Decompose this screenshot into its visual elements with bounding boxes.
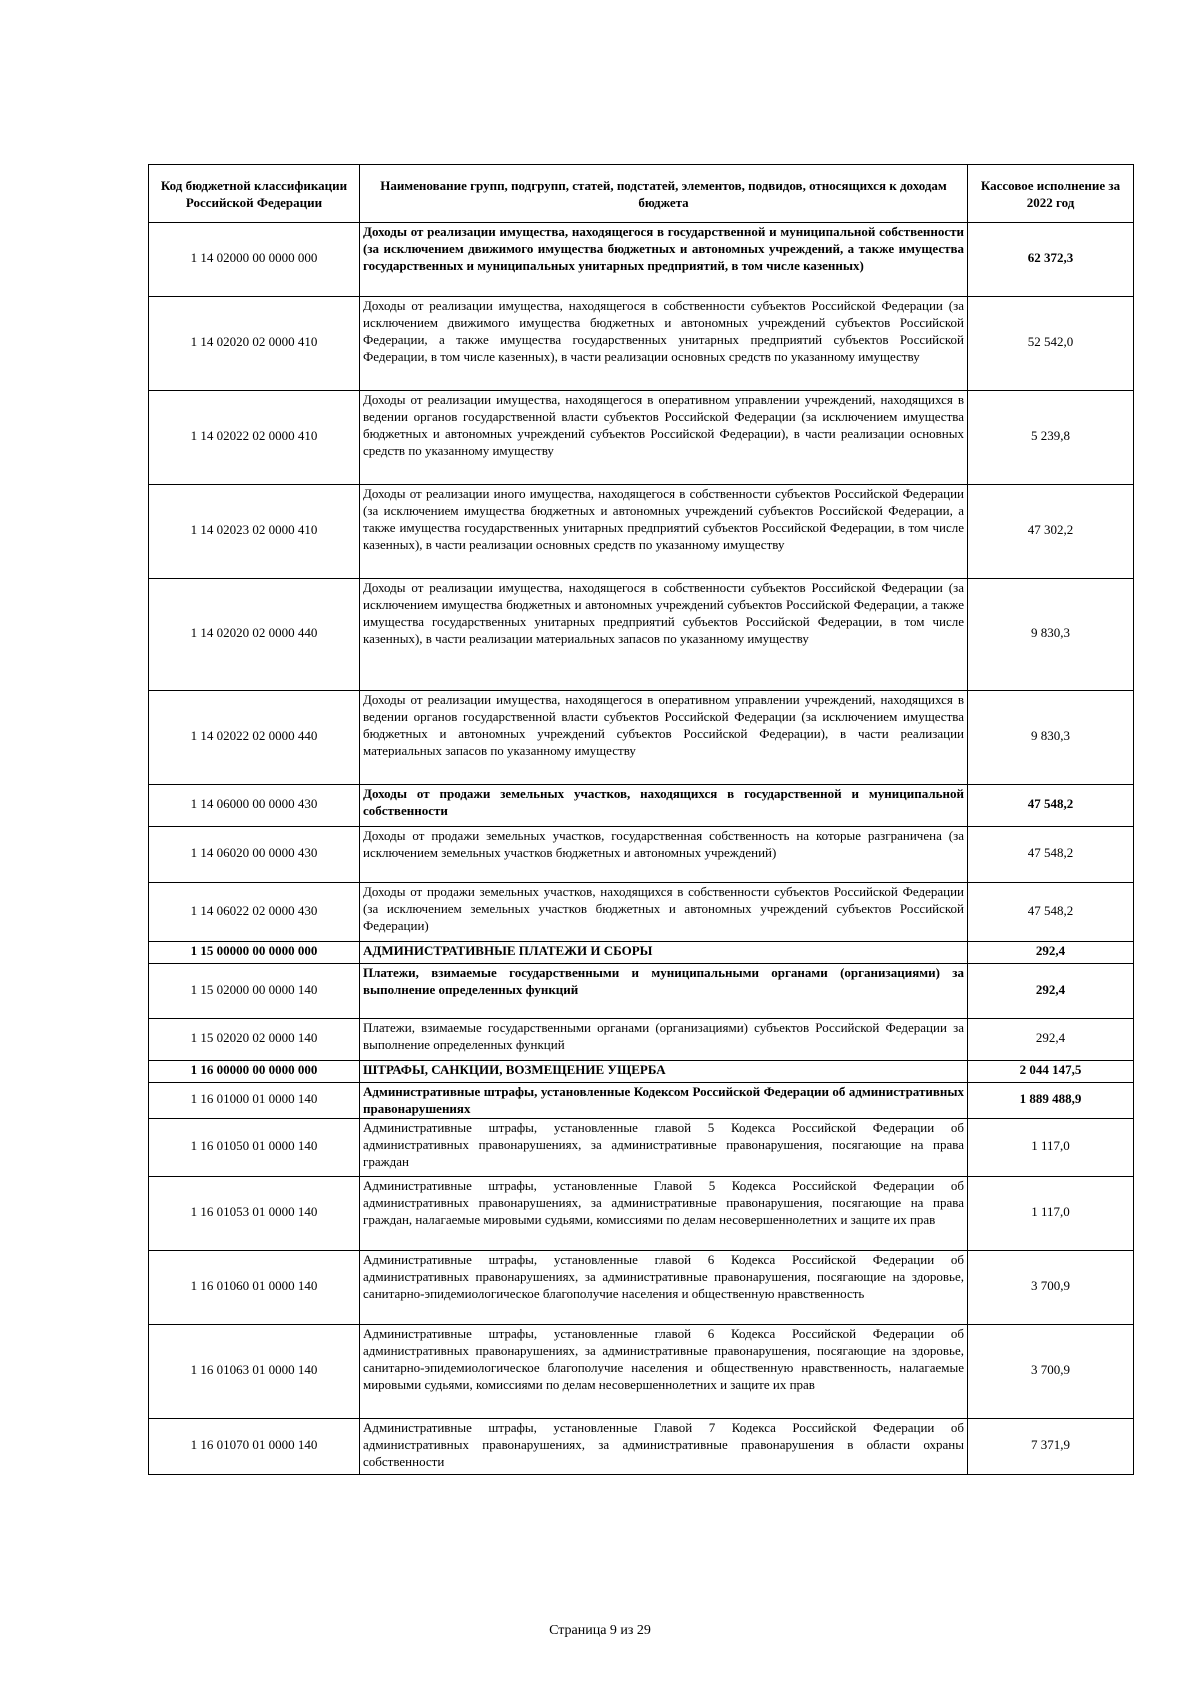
row-name: Административные штрафы, установленные Главой 5 Кодекса Российской Федерации об административных правонарушениях, за административные правонарушения, посягающие на права граждан, налагаемые мировыми судьями, комиссиями по делам несовершеннолетних и защите их прав [363,1178,964,1227]
row-name-cell [360,579,968,691]
row-code: 1 14 02023 02 0000 410 [149,485,360,579]
table-row [149,485,1134,579]
row-name: Административные штрафы, установленные главой 5 Кодекса Российской Федерации об административных правонарушениях, за административные правонарушения, посягающие на права граждан [363,1120,964,1169]
row-name-cell [360,297,968,391]
table-row [149,223,1134,297]
row-name: Доходы от продажи земельных участков, находящихся в собственности субъектов Российской Федерации (за исключением земельных участков бюджетных и автономных учреждений субъектов Российской Федерации) [363,884,964,933]
row-amount: 47 548,2 [968,827,1134,883]
row-amount: 3 700,9 [968,1251,1134,1325]
row-amount: 292,4 [968,942,1134,964]
row-name: Доходы от продажи земельных участков, находящихся в государственной и муниципальной собственности [363,786,964,818]
table-row [149,1119,1134,1177]
row-name: Доходы от реализации имущества, находящегося в оперативном управлении учреждений, находящихся в ведении органов государственной власти субъектов Российской Федерации (за исключением имущества бюджетных и автономных учреждений субъектов Российской Федерации), в части реализации основных средств по указанному имуществу [363,392,964,458]
row-code: 1 16 01050 01 0000 140 [149,1119,360,1177]
row-name: Платежи, взимаемые государственными и муниципальными органами (организациями) за выполнение определенных функций [363,965,964,997]
table-row [149,1061,1134,1083]
row-name-cell [360,964,968,1019]
row-amount: 52 542,0 [968,297,1134,391]
row-code: 1 16 01063 01 0000 140 [149,1325,360,1419]
row-amount: 1 117,0 [968,1177,1134,1251]
row-name-cell [360,1177,968,1251]
row-code: 1 15 00000 00 0000 000 [149,942,360,964]
table-row [149,964,1134,1019]
row-name-cell [360,1119,968,1177]
row-name-cell [360,1325,968,1419]
header-code: Код бюджетной классификации Российской Федерации [149,165,360,223]
table-row [149,1083,1134,1119]
table-row [149,391,1134,485]
row-code: 1 15 02000 00 0000 140 [149,964,360,1019]
row-amount: 47 548,2 [968,883,1134,942]
row-name: Административные штрафы, установленные главой 6 Кодекса Российской Федерации об административных правонарушениях, за административные правонарушения, посягающие на здоровье, санитарно-эпидемиологическое благополучие населения и общественную нравственность [363,1252,964,1301]
row-amount: 292,4 [968,964,1134,1019]
row-name-cell [360,1061,968,1083]
row-code: 1 14 06020 00 0000 430 [149,827,360,883]
table-body [149,223,1134,1475]
header-amount: Кассовое исполнение за 2022 год [968,165,1134,223]
row-amount: 7 371,9 [968,1419,1134,1475]
row-code: 1 16 01000 01 0000 140 [149,1083,360,1119]
revenue-table [148,164,1134,1475]
row-name-cell [360,391,968,485]
table-row [149,1251,1134,1325]
row-amount: 292,4 [968,1019,1134,1061]
table-row [149,579,1134,691]
row-name: Доходы от реализации имущества, находящегося в собственности субъектов Российской Федерации (за исключением имущества бюджетных и автономных учреждений субъектов Российской Федерации, а также имущества государственных унитарных предприятий субъектов Российской Федерации, в том числе казенных), в части реализации материальных запасов по указанному имуществу [363,580,964,646]
row-amount: 9 830,3 [968,691,1134,785]
row-name-cell [360,1083,968,1119]
header-name: Наименование групп, подгрупп, статей, подстатей, элементов, подвидов, относящихся к доходам бюджета [360,165,968,223]
row-code: 1 14 06022 02 0000 430 [149,883,360,942]
row-code: 1 16 01060 01 0000 140 [149,1251,360,1325]
row-name: Административные штрафы, установленные главой 6 Кодекса Российской Федерации об административных правонарушениях, за административные правонарушения, посягающие на здоровье, санитарно-эпидемиологическое благополучие населения и общественную нравственность, налагаемые мировыми судьями, комиссиями по делам несовершеннолетних и защите их прав [363,1326,964,1392]
row-amount: 47 548,2 [968,785,1134,827]
row-name-cell [360,942,968,964]
row-name-cell [360,883,968,942]
row-name: Доходы от реализации имущества, находящегося в оперативном управлении учреждений, находящихся в ведении органов государственной власти субъектов Российской Федерации (за исключением имущества бюджетных и автономных учреждений субъектов Российской Федерации), в части реализации материальных запасов по указанному имуществу [363,692,964,758]
table-row [149,883,1134,942]
row-name: Доходы от реализации имущества, находящегося в собственности субъектов Российской Федерации (за исключением движимого имущества бюджетных и автономных учреждений субъектов Российской Федерации, а также имущества государственных унитарных предприятий субъектов Российской Федерации, в том числе казенных), в части реализации основных средств по указанному имуществу [363,298,964,364]
row-name: ШТРАФЫ, САНКЦИИ, ВОЗМЕЩЕНИЕ УЩЕРБА [363,1062,666,1077]
row-name-cell [360,691,968,785]
row-amount: 3 700,9 [968,1325,1134,1419]
table-row [149,1019,1134,1061]
row-amount: 62 372,3 [968,223,1134,297]
row-code: 1 14 02020 02 0000 410 [149,297,360,391]
table-row [149,1419,1134,1475]
row-name: Доходы от реализации имущества, находящегося в государственной и муниципальной собственности (за исключением движимого имущества бюджетных и автономных учреждений, а также имущества государственных и муниципальных унитарных предприятий, в том числе казенных) [363,224,964,273]
row-name: Административные штрафы, установленные Кодексом Российской Федерации об административных правонарушениях [363,1084,964,1116]
table-header-row [149,165,1134,223]
row-code: 1 14 02022 02 0000 440 [149,691,360,785]
row-name-cell [360,1019,968,1061]
row-name-cell [360,485,968,579]
row-code: 1 16 01053 01 0000 140 [149,1177,360,1251]
row-name: Доходы от продажи земельных участков, государственная собственность на которые разграничена (за исключением земельных участков бюджетных и автономных учреждений) [363,828,964,860]
table-row [149,827,1134,883]
row-amount: 9 830,3 [968,579,1134,691]
table-row [149,691,1134,785]
row-name-cell [360,785,968,827]
row-amount: 2 044 147,5 [968,1061,1134,1083]
table-row [149,942,1134,964]
row-name: Доходы от реализации иного имущества, находящегося в собственности субъектов Российской Федерации (за исключением имущества бюджетных и автономных учреждений субъектов Российской Федерации, а также имущества государственных унитарных предприятий субъектов Российской Федерации, в том числе казенных), в части реализации основных средств по указанному имуществу [363,486,964,552]
row-code: 1 14 06000 00 0000 430 [149,785,360,827]
row-name: Платежи, взимаемые государственными органами (организациями) субъектов Российской Федерации за выполнение определенных функций [363,1020,964,1052]
row-name-cell [360,223,968,297]
row-name-cell [360,827,968,883]
row-code: 1 15 02020 02 0000 140 [149,1019,360,1061]
row-name: Административные штрафы, установленные Главой 7 Кодекса Российской Федерации об административных правонарушениях, за административные правонарушения в области охраны собственности [363,1420,964,1469]
row-code: 1 16 00000 00 0000 000 [149,1061,360,1083]
table-row [149,1177,1134,1251]
row-amount: 1 117,0 [968,1119,1134,1177]
table-row [149,785,1134,827]
row-code: 1 16 01070 01 0000 140 [149,1419,360,1475]
row-name: АДМИНИСТРАТИВНЫЕ ПЛАТЕЖИ И СБОРЫ [363,943,653,958]
row-amount: 5 239,8 [968,391,1134,485]
table-row [149,1325,1134,1419]
row-name-cell [360,1419,968,1475]
table-row [149,297,1134,391]
row-code: 1 14 02020 02 0000 440 [149,579,360,691]
page-number: Страница 9 из 29 [549,1623,651,1638]
row-amount: 47 302,2 [968,485,1134,579]
row-code: 1 14 02000 00 0000 000 [149,223,360,297]
row-amount: 1 889 488,9 [968,1083,1134,1119]
row-code: 1 14 02022 02 0000 410 [149,391,360,485]
row-name-cell [360,1251,968,1325]
